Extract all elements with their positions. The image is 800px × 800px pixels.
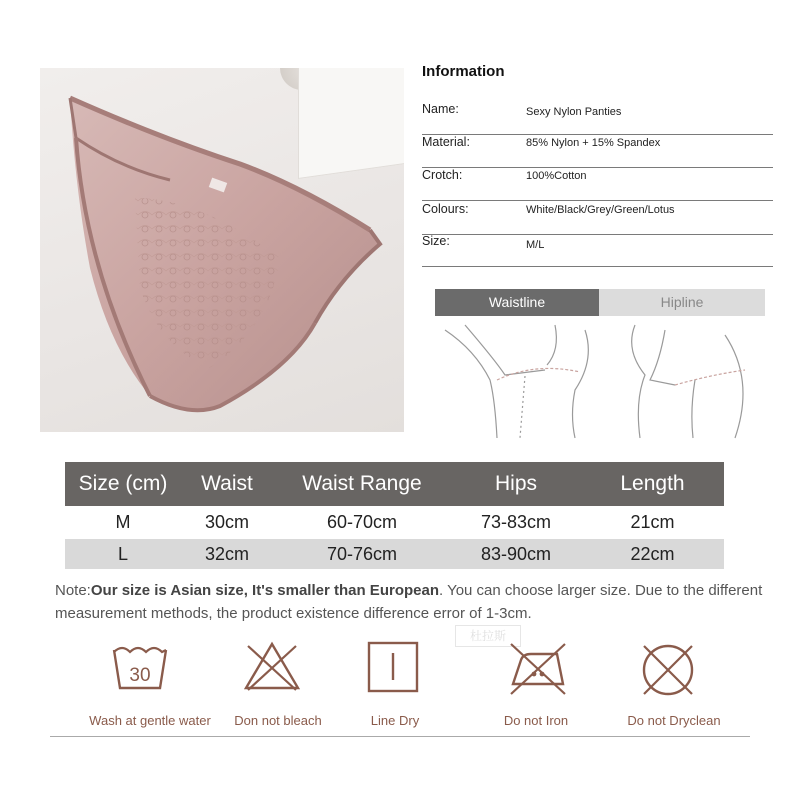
info-row-material <box>422 135 773 168</box>
column-header: Size (cm) <box>78 472 168 495</box>
info-key: Size: <box>422 234 450 248</box>
line-dry-icon <box>318 640 468 694</box>
info-row-size <box>422 234 773 267</box>
info-row-name <box>422 102 773 135</box>
table-cell: 22cm <box>630 543 675 564</box>
tab-waistline: Waistline <box>435 289 599 316</box>
table-cell: 21cm <box>630 512 675 532</box>
info-key: Crotch: <box>422 168 463 182</box>
note-emphasis: Our size is Asian size, It's smaller than European <box>90 582 439 599</box>
info-key: Material: <box>422 135 470 149</box>
info-value: White/Black/Grey/Green/Lotus <box>526 204 675 216</box>
divider <box>50 736 750 737</box>
info-value: M/L <box>526 239 545 251</box>
wash-temperature: 30 <box>129 665 151 686</box>
care-label-wash: Wash at gentle water <box>89 713 211 728</box>
note-text: . You can choose larger size. Due to the different measurement methods, the product existence difference error of 1-3cm. <box>55 582 763 622</box>
column-header: Waist <box>201 472 253 495</box>
table-cell: 83-90cm <box>480 543 552 564</box>
no-dryclean-icon <box>593 640 743 700</box>
table-cell: 73-83cm <box>480 512 552 532</box>
info-value: Sexy Nylon Panties <box>526 106 622 118</box>
info-row-colours <box>422 202 773 235</box>
notebook-prop <box>298 68 404 179</box>
info-key: Name: <box>422 102 459 116</box>
table-cell: 60-70cm <box>326 512 398 532</box>
table-header-row <box>65 462 724 506</box>
size-table <box>65 462 724 569</box>
info-value: 85% Nylon + 15% Spandex <box>526 137 661 149</box>
table-row <box>65 506 724 539</box>
care-label-iron: Do not Iron <box>503 713 569 728</box>
table-cell: M <box>115 512 131 532</box>
table-cell: 70-76cm <box>326 543 398 564</box>
table-cell: L <box>117 543 128 564</box>
info-row-crotch <box>422 168 773 201</box>
watermark-logo: 杜拉斯 <box>455 625 521 647</box>
wash-icon <box>65 640 215 692</box>
table-cell: 32cm <box>204 543 249 564</box>
information-title: Information <box>422 63 505 80</box>
care-label-dryclean: Do not Dryclean <box>627 713 721 728</box>
care-label-bleach: Don not bleach <box>234 713 322 728</box>
info-value: 100%Cotton <box>526 170 587 182</box>
note-prefix: Note: <box>55 582 91 599</box>
size-note <box>55 579 775 625</box>
product-photo <box>40 68 404 432</box>
care-label-dry: Line Dry <box>370 713 420 728</box>
column-header: Length <box>620 472 685 495</box>
column-header: Hips <box>494 472 537 495</box>
table-row <box>65 539 724 569</box>
tab-hipline: Hipline <box>599 289 765 316</box>
info-key: Colours: <box>422 202 469 216</box>
table-cell: 30cm <box>204 512 249 532</box>
measurement-sketches <box>435 320 765 440</box>
column-header: Waist Range <box>302 472 422 495</box>
no-iron-icon <box>463 640 613 696</box>
